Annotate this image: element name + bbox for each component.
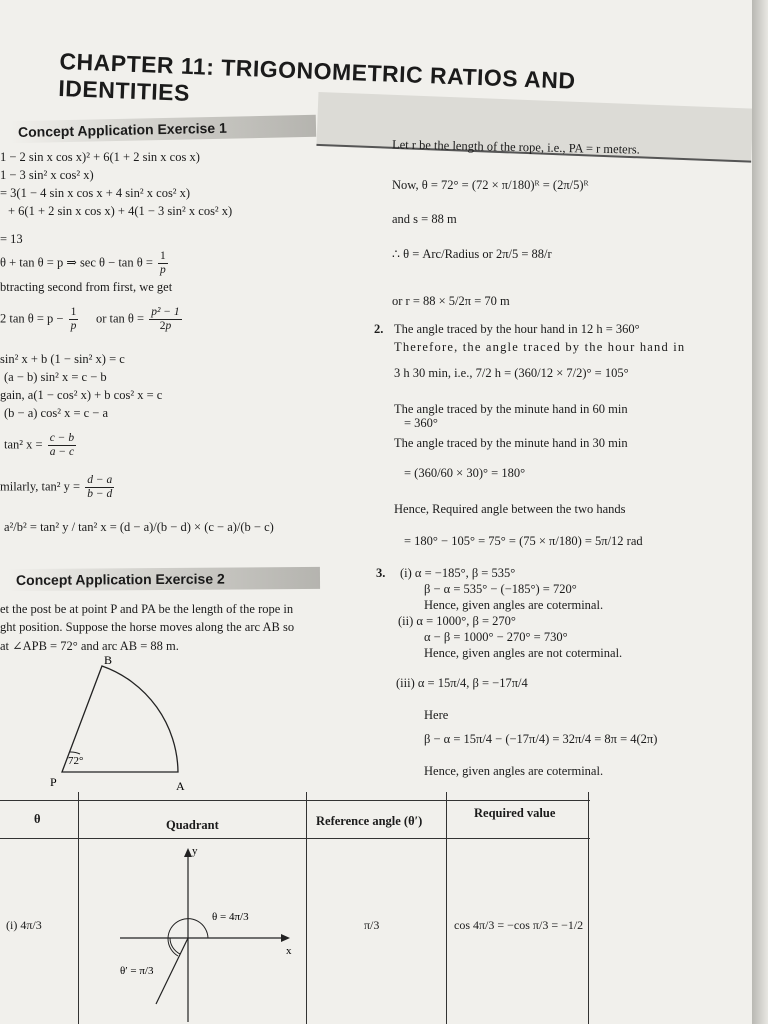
ref-angle-label: θ′ = π/3 — [120, 965, 154, 977]
ex1-line: 1 − 2 sin x cos x)² + 6(1 + 2 sin x cos x) — [0, 150, 200, 164]
ex1-line: = 13 — [0, 232, 23, 246]
right-line: Now, θ = 72° = (72 × π/180)ᴿ = (2π/5)ᴿ — [392, 178, 589, 192]
right-line: Hence, given angles are coterminal. — [424, 764, 604, 778]
ex1-line: tan² x = $\frac{c - b}{a - c}$ — [4, 432, 75, 458]
table-border — [306, 792, 307, 1024]
label-a: A — [176, 779, 185, 793]
ex1-line: θ + tan θ = p ⇒ sec θ − tan θ = $\frac{1}{p}$ — [0, 250, 166, 276]
row1-theta: (i) 4π/3 — [6, 918, 42, 932]
ex1-line: gain, a(1 − cos² x) + b cos² x = c — [0, 388, 163, 402]
right-line: (ii) α = 1000°, β = 270° — [398, 614, 516, 628]
sector-figure — [40, 654, 210, 794]
right-line: ∴ θ = Arc/Radius or 2π/5 = 88/r — [392, 247, 552, 261]
ex2-line: ght position. Suppose the horse moves along the arc AB so — [0, 620, 295, 634]
table-border — [588, 792, 589, 1024]
right-line: Hence, given angles are coterminal. — [424, 598, 604, 612]
right-line: The angle traced by the minute hand in 60 min — [394, 402, 628, 416]
ex1-line: milarly, tan² y = $\frac{d - a}{b - d}$ — [0, 474, 113, 500]
theta-label: θ = 4π/3 — [212, 911, 249, 923]
right-line: The angle traced by the hour hand in 12 h = 360° — [394, 322, 640, 336]
right-line: β − α = 535° − (−185°) = 720° — [424, 582, 577, 596]
ex2-line: at ∠APB = 72° and arc AB = 88 m. — [0, 639, 179, 653]
problem-number: 3. — [376, 566, 386, 580]
chapter-title: CHAPTER 11: TRIGONOMETRIC RATIOS AND IDENTITIES — [57, 48, 710, 153]
right-line: (iii) α = 15π/4, β = −17π/4 — [396, 676, 528, 690]
ex1-line: btracting second from first, we get — [0, 280, 173, 294]
right-line: Let r be the length of the rope, i.e., PA = r meters. — [391, 137, 640, 157]
ex1-line: (b − a) cos² x = c − a — [4, 406, 109, 420]
right-line: β − α = 15π/4 − (−17π/4) = 32π/4 = 8π = 4(2π) — [424, 732, 658, 746]
reference-angle-table — [0, 792, 590, 1024]
section-heading-ex1: Concept Application Exercise 1 — [10, 115, 316, 143]
right-line: The angle traced by the minute hand in 30 min — [394, 436, 628, 450]
ex1-line: = 3(1 − 4 sin x cos x + 4 sin² x cos² x) — [0, 186, 191, 200]
right-line: (i) α = −185°, β = 535° — [400, 566, 516, 580]
label-p: P — [50, 775, 57, 789]
row1-ref-angle: π/3 — [364, 918, 380, 932]
ex1-line: 1 − 3 sin² x cos² x) — [0, 168, 94, 182]
right-line: Here — [424, 708, 449, 722]
angle-label: 72° — [68, 755, 84, 767]
ex1-line: + 6(1 + 2 sin x cos x) + 4(1 − 3 sin² x cos² x) — [8, 204, 233, 218]
page-edge — [752, 0, 768, 1024]
header-quadrant: Quadrant — [166, 818, 219, 832]
ex1-line: (a − b) sin² x = c − b — [4, 370, 107, 384]
ex1-line: a²/b² = tan² y / tan² x = (d − a)/(b − d) × (c − a)/(b − c) — [4, 520, 274, 534]
table-border — [78, 792, 79, 1024]
right-line: Hence, Required angle between the two hands — [394, 502, 626, 516]
ex2-line: et the post be at point P and PA be the length of the rope in — [0, 602, 294, 616]
header-theta: θ — [34, 812, 41, 826]
row1-value: cos 4π/3 = −cos π/3 = −1/2 — [454, 918, 584, 932]
ex1-line: sin² x + b (1 − sin² x) = c — [0, 352, 125, 366]
table-border — [0, 838, 590, 839]
quadrant-diagram — [100, 844, 300, 1022]
table-border — [446, 792, 447, 1024]
ex1-line: 2 tan θ = p − $\frac{1}{p}$ or tan θ = $\frac{\text{p² − 1}}{2p}$ — [0, 306, 180, 332]
right-line: α − β = 1000° − 270° = 730° — [424, 630, 568, 644]
right-line: or r = 88 × 5/2π = 70 m — [392, 294, 510, 308]
table-border — [0, 800, 590, 801]
header-required-value: Required value — [474, 806, 556, 820]
right-line: = (360/60 × 30)° = 180° — [404, 466, 526, 480]
right-line: 3 h 30 min, i.e., 7/2 h = (360/12 × 7/2)° = 105° — [394, 366, 629, 380]
header-reference-angle: Reference angle (θ′) — [316, 814, 423, 828]
axis-x-label: x — [286, 945, 292, 957]
label-b: B — [104, 654, 113, 667]
right-line: = 180° − 105° = 75° = (75 × π/180) = 5π/12 rad — [404, 534, 643, 548]
right-line: Therefore, the angle traced by the hour hand in — [394, 340, 686, 354]
right-line: and s = 88 m — [392, 212, 457, 226]
axis-y-label: y — [192, 845, 198, 857]
section-heading-ex2: Concept Application Exercise 2 — [8, 567, 320, 591]
problem-number: 2. — [374, 322, 384, 336]
right-line: = 360° — [404, 416, 438, 430]
right-line: Hence, given angles are not coterminal. — [424, 646, 623, 660]
